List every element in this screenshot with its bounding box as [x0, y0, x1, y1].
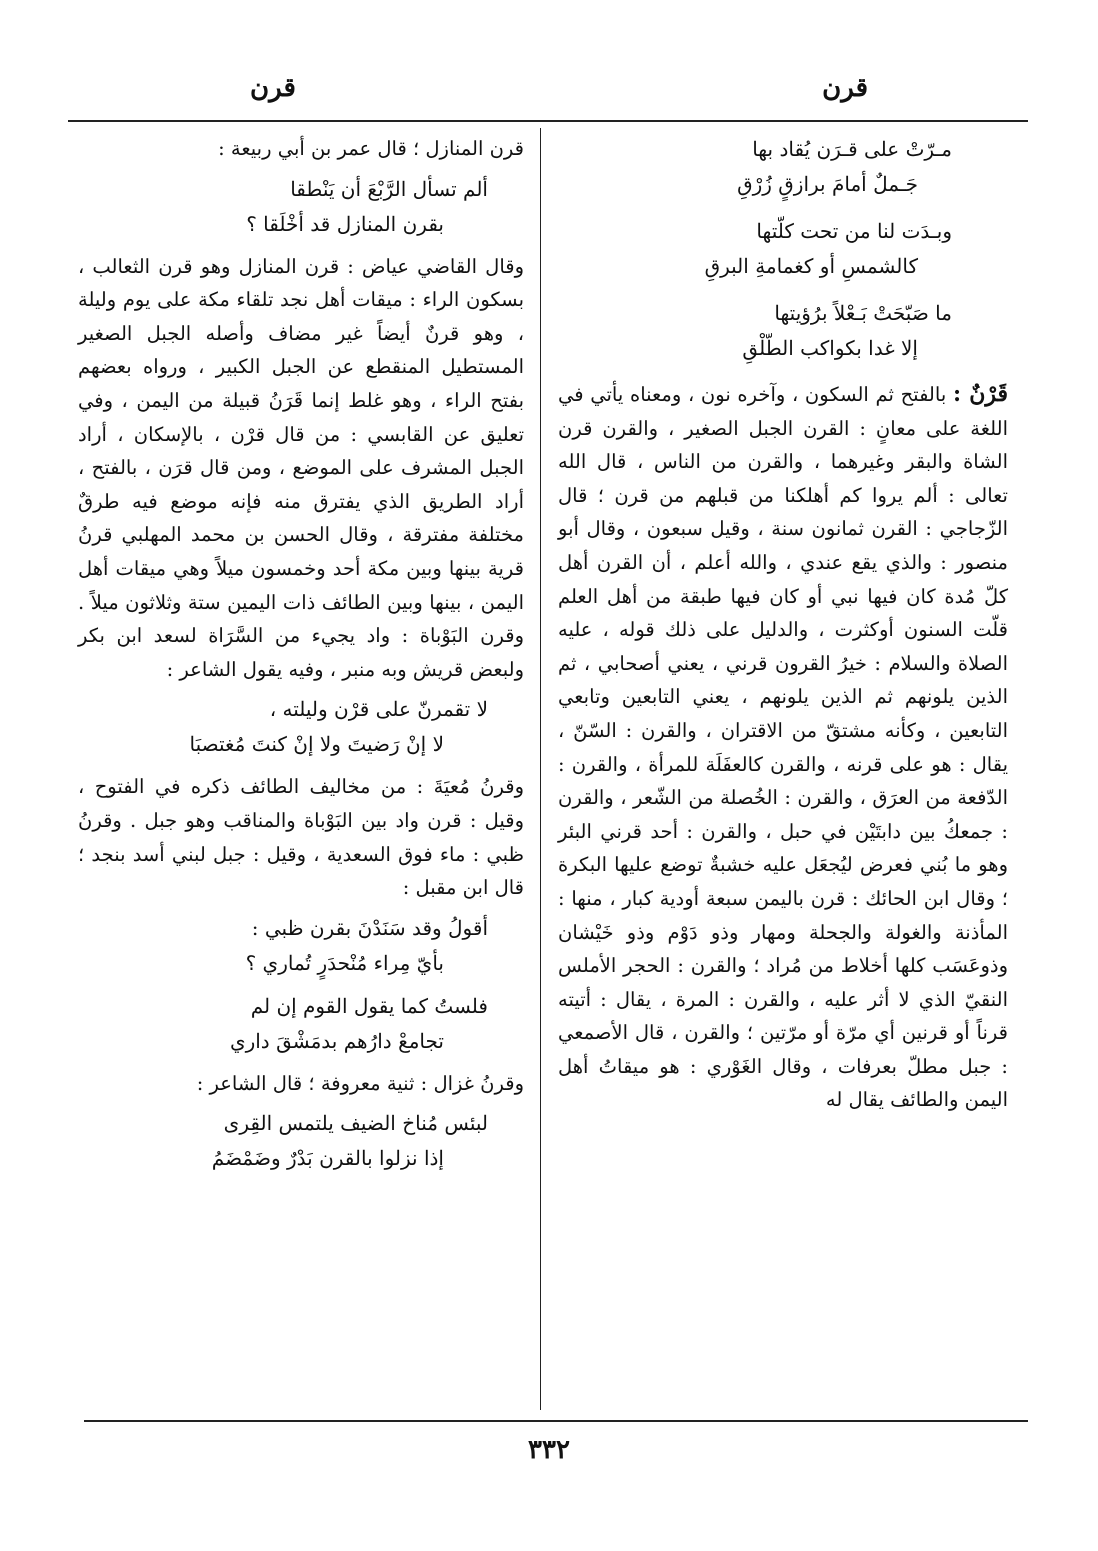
column-divider	[540, 128, 541, 1410]
left-column	[78, 132, 524, 1184]
verse-hemistich: لا تقمرنّ على قرْن وليلته ،	[269, 697, 488, 722]
paragraph: وقرنُ غزال : ثنية معروفة ؛ قال الشاعر :	[196, 1071, 524, 1095]
verse-hemistich: جَـملٌ أمامَ برازقٍ زُرْقِ	[737, 172, 918, 196]
verse	[78, 989, 524, 1059]
verse	[78, 172, 524, 242]
verse-hemistich: وبـدَت لنا من تحت كلّتها	[756, 219, 952, 243]
verse	[558, 132, 1008, 202]
verse	[78, 911, 524, 981]
verse	[78, 692, 524, 762]
page-number: ٣٣٢	[528, 1435, 570, 1465]
paragraph: وقال القاضي عياض : قرن المنازل وهو قرن الثعالب ، بسكون الراء : ميقات أهل نجد تلقاء مكة على يوم وليلة ، وهو قرنٌ أيضاً غير مضاف وأصله الجبل الصغير المستطيل المنقطع عن الجبل الكبير ، ورواه بعضهم بفتح الراء ، وهو غلط إنما قَرَنُ قبيلة من اليمن ، وفي تعليق عن القابسي : من قال قرْن ، بالإسكان ، أراد الجبل المشرف على الموضع ، ومن قال قرَن ، بالفتح ، أراد الطريق الذي يفترق منه فإنه موضع فيه طرقٌ مختلفة مفترقة ، وقال الحسن بن محمد المهلبي قرنُ قرية بينها وبين مكة أحد وخمسون ميلاً وهي ميقات أهل اليمن ، بينها وبين الطائف ذات اليمين ستة وثلاثون ميلاً . وقرن البَوْباة : واد يجيء من السَّرَاة لسعد ابن بكر ولبعض قريش وبه منبر ، وفيه يقول الشاعر :	[78, 254, 524, 681]
verse	[78, 1106, 524, 1176]
verse-hemistich: لبئس مُناخ الضيف يلتمس القِرى	[223, 1111, 488, 1136]
verse-hemistich: إلا غدا بكواكب الطّلْقِ	[742, 336, 918, 360]
verse-hemistich: أقولُ وقد سَنَدْنَ بقرن ظبي :	[251, 915, 488, 940]
verse-hemistich: إذا نزلوا بالقرن بَدْرٌ وضَمْضَمُ	[211, 1146, 444, 1171]
verse-hemistich: تجامعْ دارُهم بدمَشْقَ داري	[229, 1028, 444, 1053]
running-head-left: قرن	[250, 73, 296, 103]
paragraph: وقرنُ مُعيَةَ : من مخاليف الطائف ذكره في الفتوح ، وقيل : قرن واد بين البَوْباة والمناقب وهو جبل . وقرنُ ظبي : ماء فوق السعدية ، وقيل : جبل لبني أسد بنجد ؛ قال ابن مقبل :	[78, 775, 524, 900]
verse	[558, 214, 1008, 284]
verse-hemistich: بقرن المنازل قد أخْلَقا ؟	[246, 211, 444, 236]
page-header	[0, 70, 1098, 110]
verse-hemistich: لا إنْ رَضيتَ ولا إنْ كنتَ مُغتصبَا	[189, 732, 444, 757]
header-rule	[68, 120, 1028, 122]
entry-text: بالفتح ثم السكون ، وآخره نون ، ومعناه يأتي في اللغة على معانٍ : القرن الجبل الصغير ، والقرن قرن الشاة والبقر وغيرهما ، والقرن من الناس ، قال الله تعالى : ألم يروا كم أهلكنا من قبلهم من قرن ؛ قال الزّجاجي : القرن ثمانون سنة ، وقيل سبعون ، وقال أبو منصور : والذي يقع عندي ، والله أعلم ، أن القرن أهل كلّ مُدة كان فيها نبي أو كان فيها طبقة من أهل العلم قلّت السنون أوكثرت ، والدليل على ذلك قوله ، عليه الصلاة والسلام : خيرُ القرون قرني ، يعني أصحابي ، ثم الذين يلونهم ثم الذين يلونهم ، يعني التابعين وتابعي التابعين ، وكأنه مشتقّ من الاقتران ، والقرن : السّنّ ، يقال : هو على قرنه ، والقرن كالعفَلَة للمرأة ، والقرن : الدّفعة من العرَق ، والقرن : الخُصلة من الشّعر ، والقرن : جمعكُ بين دابتَيْن في حبل ، والقرن : أحد قرني البئر وهو ما بُني فعرض ليُجعَل عليه خشبةٌ توضع عليها البكرة ؛ وقال ابن الحائك : قرن باليمن سبعة أودية كبار ، منها : المأذنة والغولة والجحلة ومهار وذو دَوْم وذو خَيْشان وذوعَسَب كلها أخلاط من مُراد ؛ والقرن : الحجر الأملس النقيّ الذي لا أثر عليه ، والقرن : المرة ، يقال : أتيته قرناً أو قرنين أي مرّة أو مرّتين ؛ والقرن ، قال الأصمعي : جبل مطلّ بعرفات ، وقال الغَوْري : هو ميقاتُ أهل اليمن والطائف يقال له	[558, 383, 1008, 1112]
verse-hemistich: ما صَبّحَتْ بَـعْلاً برُؤيتها	[774, 301, 952, 325]
verse-hemistich: ألم تسأل الرَّبْعَ أن يَنْطقا	[290, 176, 488, 201]
verse-hemistich: فلستُ كما يقول القوم إن لم	[250, 993, 488, 1018]
paragraph: قرن المنازل ؛ قال عمر بن أبي ربيعة :	[218, 137, 524, 160]
running-head-right: قرن	[822, 73, 868, 103]
verse	[558, 296, 1008, 366]
verse-hemistich: بأيّ مِراء مُنْحدَرٍ تُماري ؟	[245, 950, 444, 975]
entry-paragraph	[558, 378, 1008, 1117]
footer-rule	[84, 1420, 1028, 1422]
headword: قَرْنٌ :	[952, 381, 1009, 407]
right-column	[558, 132, 1008, 1117]
verse-hemistich: كالشمسِ أو كغمامةِ البرقِ	[704, 254, 918, 278]
verse-hemistich: مـرّتْ على قـرَن يُقاد بها	[752, 137, 952, 161]
